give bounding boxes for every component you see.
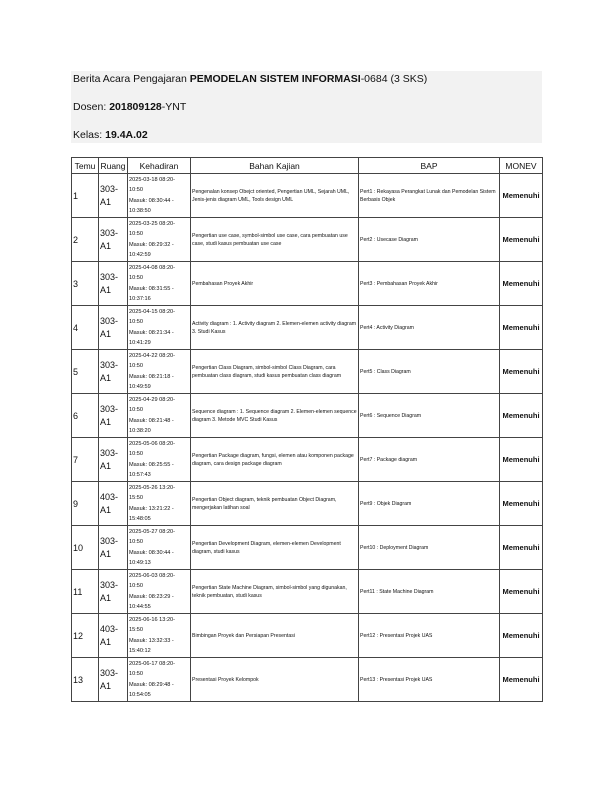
- cell-monev: Memenuhi: [500, 350, 543, 394]
- class-code: 19.4A.02: [105, 129, 148, 141]
- cell-monev: Memenuhi: [500, 570, 543, 614]
- check-in-time: Masuk: 08:21:48 - 10:38:20: [129, 417, 174, 434]
- col-header-temu: Temu: [72, 158, 99, 174]
- cell-monev: Memenuhi: [500, 174, 543, 218]
- cell-bap: Pert6 : Sequence Diagram: [359, 394, 500, 438]
- schedule-time: 2025-06-16 13:20-15:50: [129, 616, 176, 633]
- cell-bahan-kajian: Pengertian Development Diagram, elemen-elemen Development diagram, studi kasus: [191, 526, 359, 570]
- table-row: [72, 658, 543, 702]
- schedule-time: 2025-04-22 08:20-10:50: [129, 352, 176, 369]
- cell-bahan-kajian: Pengertian Class Diagram, simbol-simbol Class Diagram, cara pembuatan class diagram, studi kasus pembuatan class diagram: [191, 350, 359, 394]
- schedule-time: 2025-04-08 08:20-10:50: [129, 264, 176, 281]
- cell-kehadiran: [128, 570, 191, 614]
- cell-bap: Pert11 : State Machine Diagram: [359, 570, 500, 614]
- cell-bap: Pert5 : Class Diagram: [359, 350, 500, 394]
- col-header-monev: MONEV: [500, 158, 543, 174]
- cell-kehadiran: [128, 218, 191, 262]
- cell-monev: Memenuhi: [500, 394, 543, 438]
- check-in-time: Masuk: 08:25:55 - 10:57:43: [129, 461, 174, 478]
- check-in-time: Masuk: 08:29:32 - 10:42:59: [129, 241, 174, 258]
- check-in-time: Masuk: 08:31:55 - 10:37:16: [129, 285, 174, 302]
- cell-ruang: 303-A1: [99, 526, 128, 570]
- cell-temu: 9: [72, 482, 99, 526]
- lecturer-label: Dosen:: [73, 101, 110, 113]
- cell-monev: Memenuhi: [500, 614, 543, 658]
- check-in-time: Masuk: 08:21:18 - 10:49:59: [129, 373, 174, 390]
- schedule-time: 2025-03-25 08:20-10:50: [129, 220, 176, 237]
- cell-monev: Memenuhi: [500, 658, 543, 702]
- cell-temu: 3: [72, 262, 99, 306]
- table-row: [72, 218, 543, 262]
- check-in-time: Masuk: 08:30:44 - 10:38:50: [129, 197, 174, 214]
- schedule-time: 2025-05-06 08:20-10:50: [129, 440, 176, 457]
- cell-bahan-kajian: Bimbingan Proyek dan Persiapan Presentasi: [191, 614, 359, 658]
- schedule-time: 2025-05-26 13:20-15:50: [129, 484, 176, 501]
- cell-monev: Memenuhi: [500, 306, 543, 350]
- table-row: [72, 526, 543, 570]
- cell-ruang: 303-A1: [99, 658, 128, 702]
- cell-temu: 7: [72, 438, 99, 482]
- cell-ruang: 403-A1: [99, 614, 128, 658]
- cell-monev: Memenuhi: [500, 482, 543, 526]
- table-row: [72, 570, 543, 614]
- table-row: [72, 174, 543, 218]
- cell-bahan-kajian: Presentasi Proyek Kelompok: [191, 658, 359, 702]
- document-header: [71, 71, 542, 143]
- cell-temu: 13: [72, 658, 99, 702]
- cell-temu: 1: [72, 174, 99, 218]
- cell-ruang: 303-A1: [99, 174, 128, 218]
- cell-temu: 11: [72, 570, 99, 614]
- schedule-time: 2025-03-18 08:20-10:50: [129, 176, 176, 193]
- lecturer-id: 201809128: [109, 101, 162, 113]
- cell-kehadiran: [128, 614, 191, 658]
- cell-bap: Pert4 : Activity Diagram: [359, 306, 500, 350]
- report-title: [73, 73, 427, 85]
- cell-bahan-kajian: Activity diagram : 1. Activity diagram 2. Elemen-elemen activity diagram 3. Studi Kasus: [191, 306, 359, 350]
- cell-temu: 6: [72, 394, 99, 438]
- cell-kehadiran: [128, 262, 191, 306]
- cell-bahan-kajian: Pengertian Object diagram, teknik pembuatan Object Diagram, mengerjakan latihan soal: [191, 482, 359, 526]
- table-row: [72, 438, 543, 482]
- table-header-row: [72, 158, 543, 174]
- cell-bap: Pert9 : Objek Diagram: [359, 482, 500, 526]
- schedule-time: 2025-06-17 08:20-10:50: [129, 660, 176, 677]
- cell-ruang: 303-A1: [99, 306, 128, 350]
- col-header-bap: BAP: [359, 158, 500, 174]
- check-in-time: Masuk: 08:29:48 - 10:54:05: [129, 681, 174, 698]
- cell-kehadiran: [128, 438, 191, 482]
- cell-ruang: 303-A1: [99, 350, 128, 394]
- table-row: [72, 394, 543, 438]
- cell-bahan-kajian: Sequence diagram : 1. Sequence diagram 2. Elemen-elemen sequence diagram 3. Metode MVC Studi Kasus: [191, 394, 359, 438]
- cell-temu: 4: [72, 306, 99, 350]
- cell-kehadiran: [128, 350, 191, 394]
- cell-kehadiran: [128, 394, 191, 438]
- table-row: [72, 482, 543, 526]
- cell-monev: Memenuhi: [500, 438, 543, 482]
- cell-temu: 5: [72, 350, 99, 394]
- cell-ruang: 303-A1: [99, 262, 128, 306]
- table-row: [72, 350, 543, 394]
- cell-bahan-kajian: Pembahasan Proyek Akhir: [191, 262, 359, 306]
- cell-bahan-kajian: Pengertian Package diagram, fungsi, elemen atau komponen package diagram, cara design package diagram: [191, 438, 359, 482]
- cell-monev: Memenuhi: [500, 218, 543, 262]
- class-line: [73, 129, 148, 141]
- schedule-time: 2025-04-29 08:20-10:50: [129, 396, 176, 413]
- cell-temu: 12: [72, 614, 99, 658]
- schedule-time: 2025-06-03 08:20-10:50: [129, 572, 176, 589]
- cell-monev: Memenuhi: [500, 262, 543, 306]
- cell-kehadiran: [128, 174, 191, 218]
- check-in-time: Masuk: 13:21:22 - 15:48:05: [129, 505, 174, 522]
- class-label: Kelas:: [73, 129, 106, 141]
- attendance-table: [71, 157, 543, 702]
- schedule-time: 2025-05-27 08:20-10:50: [129, 528, 176, 545]
- cell-kehadiran: [128, 482, 191, 526]
- cell-bap: Pert12 : Presentasi Projek UAS: [359, 614, 500, 658]
- cell-ruang: 303-A1: [99, 570, 128, 614]
- check-in-time: Masuk: 08:23:29 - 10:44:55: [129, 593, 174, 610]
- cell-bahan-kajian: Pengenalan konsep Obejct oriented, Pengertian UML, Sejarah UML, Jenis-jenis diagram UML, Tools design UML: [191, 174, 359, 218]
- lecturer-line: [73, 101, 186, 113]
- title-prefix: Berita Acara Pengajaran: [73, 73, 190, 85]
- cell-ruang: 403-A1: [99, 482, 128, 526]
- table-row: [72, 262, 543, 306]
- cell-bahan-kajian: Pengertian State Machine Diagram, simbol-simbol yang digunakan, teknik pembuatan, studi kasus: [191, 570, 359, 614]
- cell-temu: 10: [72, 526, 99, 570]
- col-header-ruang: Ruang: [99, 158, 128, 174]
- table-body: [72, 174, 543, 702]
- col-header-bahan-kajian: Bahan Kajian: [191, 158, 359, 174]
- cell-kehadiran: [128, 306, 191, 350]
- table-row: [72, 306, 543, 350]
- check-in-time: Masuk: 08:30:44 - 10:49:13: [129, 549, 174, 566]
- cell-bap: Pert3 : Pembahasan Proyek Akhir: [359, 262, 500, 306]
- cell-bap: Pert13 : Presentasi Projek UAS: [359, 658, 500, 702]
- cell-ruang: 303-A1: [99, 218, 128, 262]
- cell-bap: Pert10 : Deployment Diagram: [359, 526, 500, 570]
- cell-kehadiran: [128, 526, 191, 570]
- cell-ruang: 303-A1: [99, 394, 128, 438]
- cell-temu: 2: [72, 218, 99, 262]
- cell-ruang: 303-A1: [99, 438, 128, 482]
- cell-bap: Pert2 : Usecase Diagram: [359, 218, 500, 262]
- cell-bahan-kajian: Pengertian use case, symbol-simbol use case, cara pembuatan use case, studi kasus pembuatan use case: [191, 218, 359, 262]
- table-row: [72, 614, 543, 658]
- cell-kehadiran: [128, 658, 191, 702]
- cell-monev: Memenuhi: [500, 526, 543, 570]
- check-in-time: Masuk: 13:32:33 - 15:40:12: [129, 637, 174, 654]
- cell-bap: Pert7 : Package diagram: [359, 438, 500, 482]
- course-name: PEMODELAN SISTEM INFORMASI: [189, 73, 361, 85]
- course-code: -0684 (3 SKS): [360, 73, 428, 85]
- schedule-time: 2025-04-15 08:20-10:50: [129, 308, 176, 325]
- lecturer-code: -YNT: [161, 101, 187, 113]
- col-header-kehadiran: Kehadiran: [128, 158, 191, 174]
- cell-bap: Pert1 : Rekayasa Perangkat Lunak dan Pemodelan Sistem Berbasis Objek: [359, 174, 500, 218]
- check-in-time: Masuk: 08:21:34 - 10:41:29: [129, 329, 174, 346]
